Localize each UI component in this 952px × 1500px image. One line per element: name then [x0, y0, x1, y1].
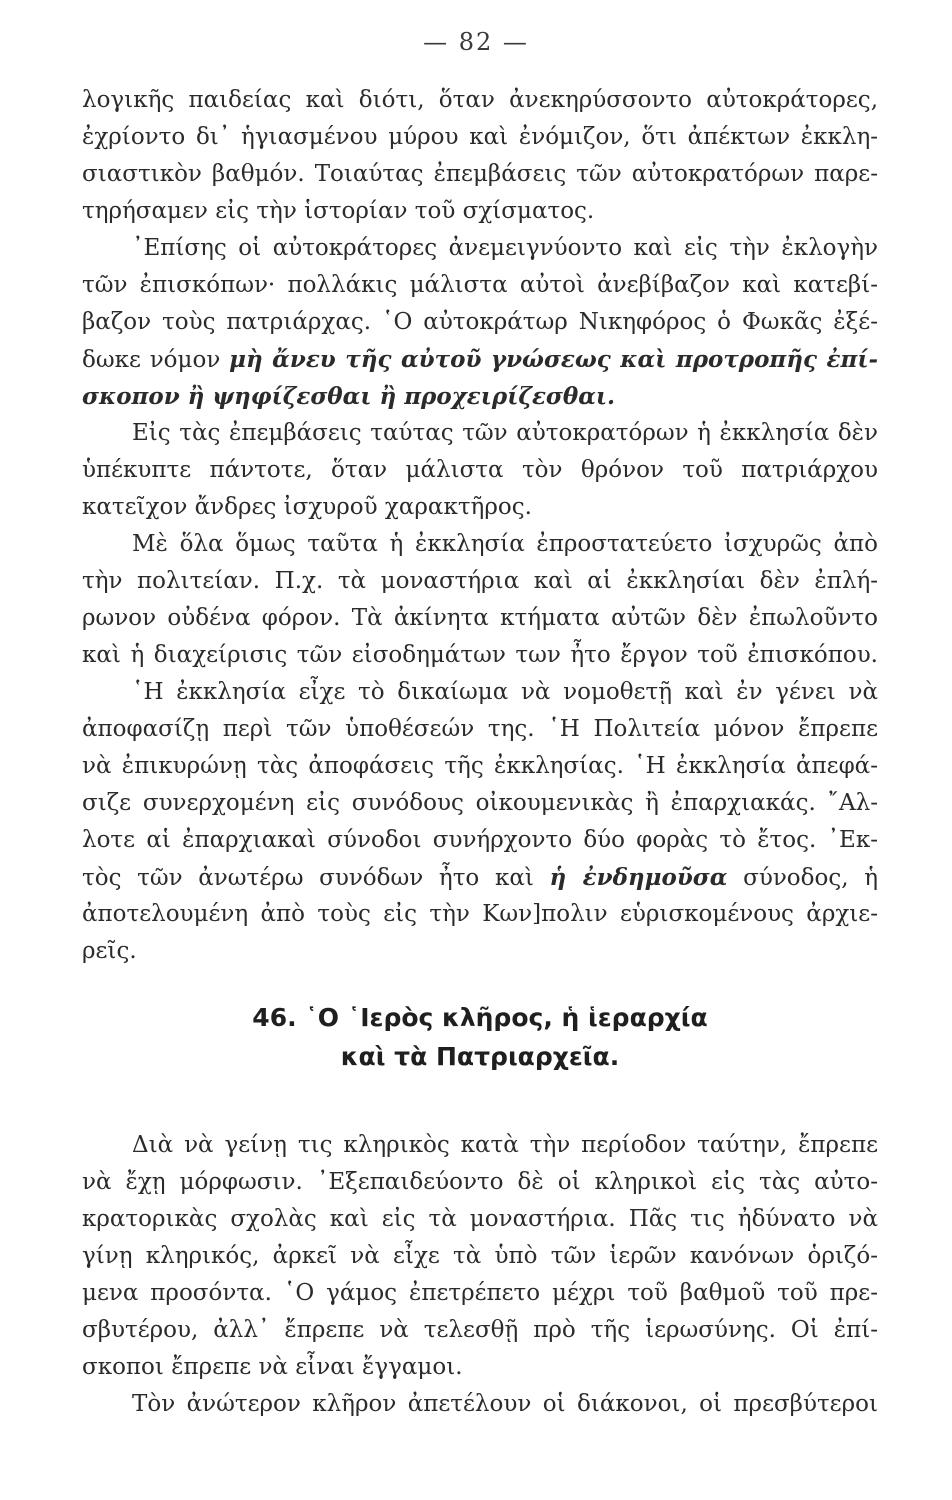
text-line-with-emphasis — [82, 859, 878, 896]
text-line: Εἰς τὰς ἐπεμβάσεις ταύτας τῶν αὐτοκρατόρων ἡ ἐκκλησία δὲν — [132, 420, 878, 446]
text-line: ἀποτελουμένη ἀπὸ τοὺς εἰς τὴν Κων]πολιν εὑρισκομένους ἀρχιε- — [82, 901, 878, 927]
emphasized-text: σκοπον ἢ ψηφίζεσθαι ἢ προχειρίζεσθαι. — [82, 383, 616, 410]
text-line: ὑπέκυπτε πάντοτε, ὅταν μάλιστα τὸν θρόνον τοῦ πατριάρχου — [82, 457, 878, 483]
text-line: ἐχρίοντο δι᾽ ἡγιασμένου μύρου καὶ ἐνόμιζον, ὅτι ἀπέκτων ἐκκλη- — [82, 124, 878, 150]
text-line: λοτε αἱ ἐπαρχιακαὶ σύνοδοι συνήρχοντο δύο φορὰς τὸ ἔτος. ᾽Εκ- — [82, 827, 878, 853]
text-line: μενα προσόντα. ῾Ο γάμος ἐπετρέπετο μέχρι τοῦ βαθμοῦ τοῦ πρε- — [82, 1280, 878, 1306]
text-line-with-emphasis — [82, 341, 878, 378]
text-line: νὰ ἐπικυρώνῃ τὰς ἀποφάσεις τῆς ἐκκλησίας. ῾Η ἐκκλησία ἀπεφά- — [82, 753, 878, 779]
section-heading-continued: καὶ τὰ Πατριαρχεῖα. — [340, 1042, 620, 1071]
text-line: κατεῖχον ἄνδρες ἰσχυροῦ χαρακτῆρος. — [82, 494, 532, 520]
text-line: νὰ ἔχῃ μόρφωσιν. ᾽Εξεπαιδεύοντο δὲ οἱ κληρικοὶ εἰς τὰς αὐτο- — [82, 1169, 878, 1195]
text-line: τηρήσαμεν εἰς τὴν ἱστορίαν τοῦ σχίσματος. — [82, 198, 595, 224]
page-number: — 82 — — [423, 28, 529, 56]
text-line: κρατορικὰς σχολὰς καὶ εἰς τὰ μοναστήρια. Πᾶς τις ἠδύνατο νὰ — [82, 1206, 878, 1232]
section-heading: 46. ῾Ο ῾Ιερὸς κλῆρος, ἡ ἱεραρχία — [252, 1003, 708, 1032]
text-line: σιαστικὸν βαθμόν. Τοιαύτας ἐπεμβάσεις τῶν αὐτοκρατόρων παρε- — [82, 161, 878, 187]
text-line: ῾Η ἐκκλησία εἶχε τὸ δικαίωμα νὰ νομοθετῇ καὶ ἐν γένει νὰ — [132, 679, 878, 705]
text-line: καὶ ἡ διαχείρισις τῶν εἰσοδημάτων των ἦτο ἔργον τοῦ ἐπισκόπου. — [82, 642, 878, 668]
emphasized-text: μὴ ἄνευ τῆς αὐτοῦ γνώσεως καὶ προτροπῆς ἐπί- — [229, 346, 878, 373]
text-line: ἀποφασίζῃ περὶ τῶν ὑποθέσεών της. ῾Η Πολιτεία μόνον ἔπρεπε — [82, 716, 878, 742]
text-line: σβυτέρου, ἀλλ᾽ ἔπρεπε νὰ τελεσθῇ πρὸ τῆς ἱερωσύνης. Οἱ ἐπί- — [82, 1317, 878, 1343]
text-line: σκοποι ἔπρεπε νὰ εἶναι ἔγγαμοι. — [82, 1354, 463, 1380]
text-line: τῶν ἐπισκόπων· πολλάκις μάλιστα αὐτοὶ ἀνεβίβαζον καὶ κατεβί- — [82, 272, 878, 298]
text-line: ρωνον οὐδένα φόρον. Τὰ ἀκίνητα κτήματα αὐτῶν δὲν ἐπωλοῦντο — [82, 605, 878, 631]
text-line: Τὸν ἀνώτερον κλῆρον ἀπετέλουν οἱ διάκονοι, οἱ πρεσβύτεροι — [132, 1391, 878, 1417]
body-text-section-1 — [82, 82, 878, 970]
plain-text: δωκε νόμον — [82, 347, 230, 373]
text-line: τὴν πολιτείαν. Π.χ. τὰ μοναστήρια καὶ αἱ ἐκκλησίαι δὲν ἐπλή- — [82, 568, 878, 594]
text-line: σιζε συνερχομένη εἰς συνόδους οἰκουμενικὰς ἢ ἐπαρχιακάς. ῎Αλ- — [82, 790, 878, 816]
text-line: βαζον τοὺς πατριάρχας. ῾Ο αὐτοκράτωρ Νικηφόρος ὁ Φωκᾶς ἐξέ- — [82, 309, 878, 335]
text-line: γίνῃ κληρικός, ἀρκεῖ νὰ εἶχε τὰ ὑπὸ τῶν ἱερῶν κανόνων ὁριζό- — [82, 1243, 878, 1269]
text-line: Διὰ νὰ γείνῃ τις κληρικὸς κατὰ τὴν περίοδον ταύτην, ἔπρεπε — [132, 1132, 878, 1158]
plain-text: τὸς τῶν ἀνωτέρω συνόδων ἦτο καὶ — [82, 865, 550, 891]
body-text-section-2 — [82, 1127, 878, 1423]
text-line: λογικῆς παιδείας καὶ διότι, ὅταν ἀνεκηρύσσοντο αὐτοκράτορες, — [82, 87, 878, 113]
text-line: ᾽Επίσης οἱ αὐτοκράτορες ἀνεμειγνύοντο καὶ εἰς τὴν ἐκλογὴν — [132, 235, 878, 261]
emphasized-text: ἡ ἐνδημοῦσα — [549, 864, 728, 891]
plain-text: σύνοδος, ἡ — [727, 865, 878, 891]
text-line: Μὲ ὅλα ὅμως ταῦτα ἡ ἐκκλησία ἐπροστατεύετο ἰσχυρῶς ἀπὸ — [132, 531, 878, 557]
text-line-with-emphasis — [82, 378, 878, 415]
text-line: ρεῖς. — [82, 938, 137, 964]
